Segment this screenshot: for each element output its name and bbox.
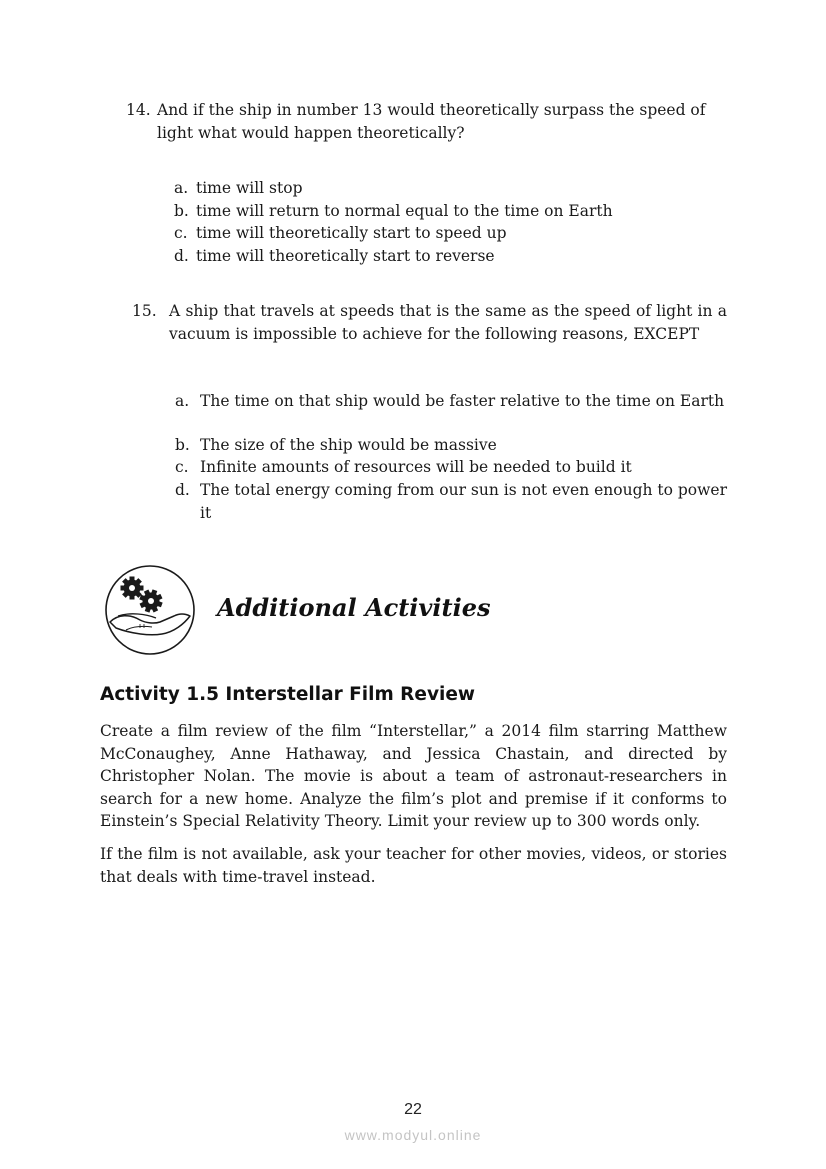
activity-paragraph-2: If the film is not available, ask your teacher for other movies, videos, or stories that deals with time-travel instead.	[100, 845, 727, 886]
question-number: 14.	[126, 101, 151, 119]
option-letter: c.	[175, 458, 189, 476]
activity-title: Activity 1.5 Interstellar Film Review	[100, 684, 475, 705]
option-letter: b.	[175, 436, 190, 454]
option-letter: b.	[174, 202, 189, 220]
option-text: The time on that ship would be faster relative to the time on Earth	[200, 392, 725, 410]
option-text: time will theoretically start to reverse	[196, 247, 495, 265]
option-letter: c.	[174, 224, 188, 242]
question-text: A ship that travels at speeds that is the same as the speed of light in a vacuum is impossible to achieve for the following reasons, EXCEPT	[169, 302, 727, 343]
option-letter: a.	[174, 179, 189, 197]
gears-in-hand-icon	[104, 564, 196, 656]
watermark: www.modyul.online	[344, 1127, 482, 1143]
option-text: The total energy coming from our sun is not even enough to power it	[200, 481, 727, 522]
option-text: The size of the ship would be massive	[200, 436, 497, 454]
option-text: time will theoretically start to speed up	[196, 224, 507, 242]
option-text: time will return to normal equal to the time on Earth	[196, 202, 613, 220]
page-number: 22	[404, 1101, 422, 1118]
activity-paragraph-1: Create a film review of the film “Interstellar,” a 2014 film starring Matthew McConaughey, Anne Hathaway, and Jessica Chastain, and directed by Christopher Nolan. The movie is about a team of astronaut-researchers in search for a new home. Analyze the film’s plot and premise if it conforms to Einstein’s Special Relativity Theory. Limit your review up to 300 words only.	[100, 722, 727, 830]
section-title: Additional Activities	[217, 593, 491, 622]
option-text: time will stop	[196, 179, 303, 197]
option-letter: d.	[174, 247, 189, 265]
option-letter: a.	[175, 392, 190, 410]
question-text-line-2: light what would happen theoretically?	[157, 124, 465, 142]
question-text-line-1: And if the ship in number 13 would theoretically surpass the speed of	[157, 101, 706, 119]
option-text: Infinite amounts of resources will be needed to build it	[200, 458, 632, 476]
option-letter: d.	[175, 481, 190, 499]
question-number: 15.	[132, 302, 157, 320]
